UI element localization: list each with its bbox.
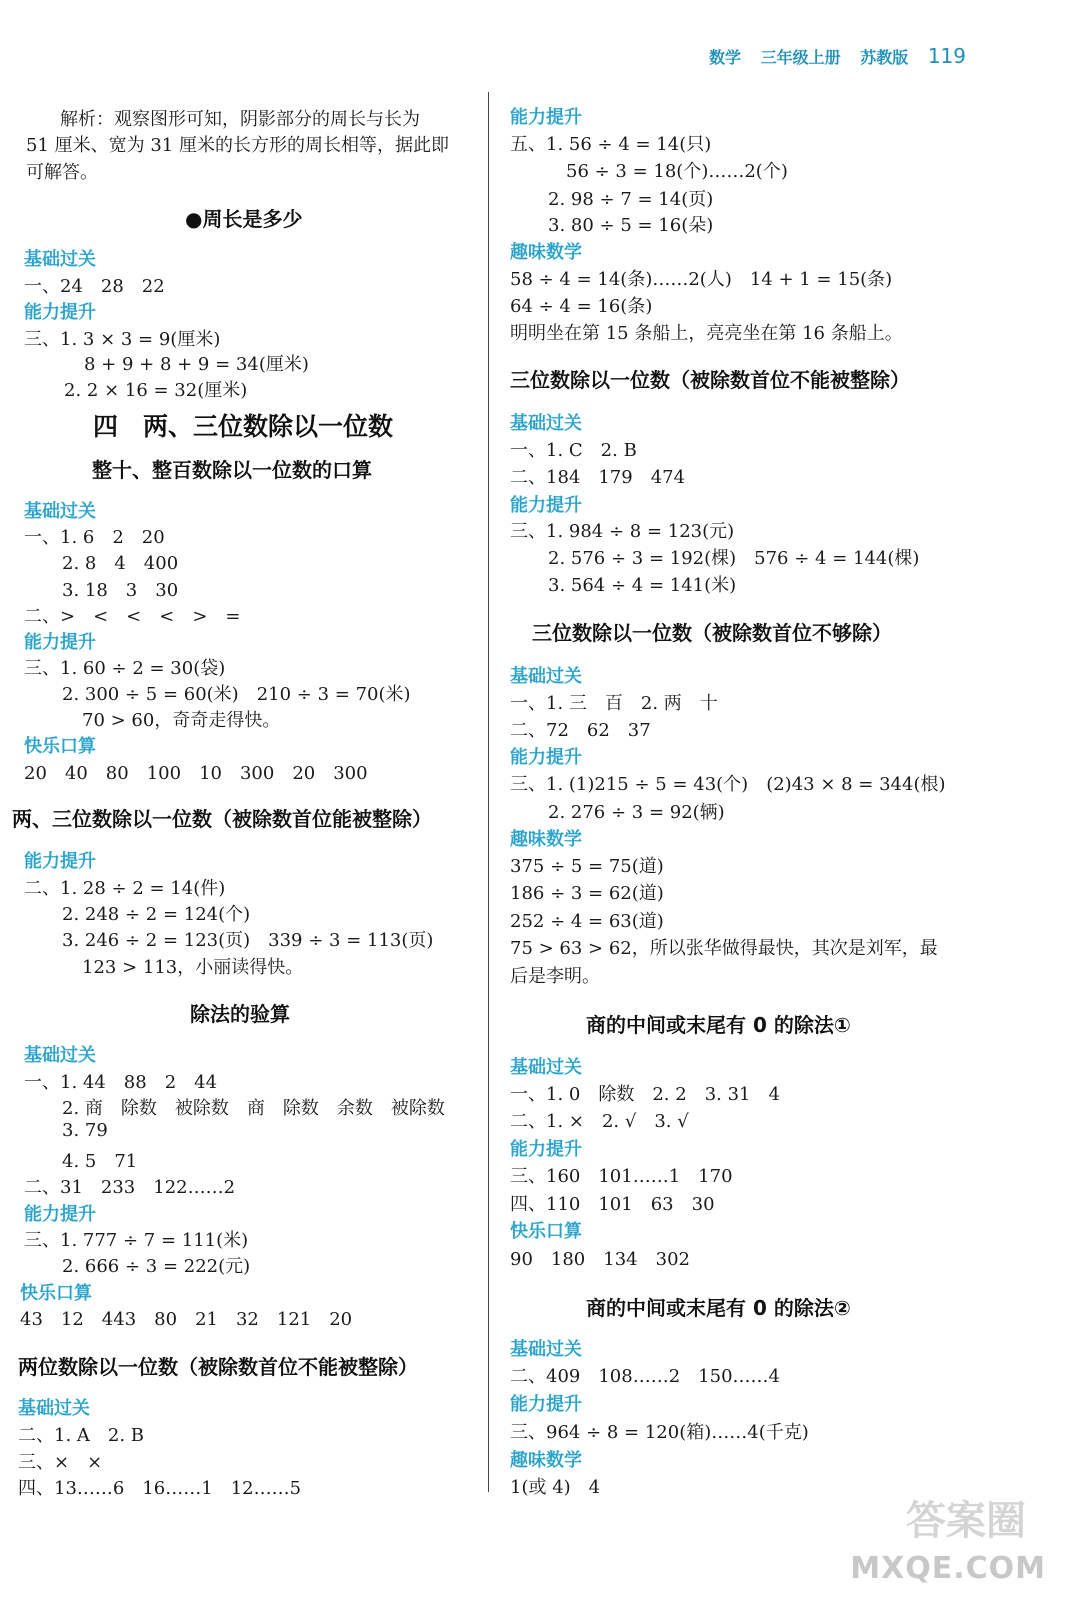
answer-line: 2. 248 ÷ 2 = 124(个) xyxy=(62,904,251,925)
section-title: 三位数除以一位数（被除数首位不能被整除） xyxy=(510,368,910,392)
section-label: 趣味数学 xyxy=(510,1450,582,1471)
answer-line: 20 40 80 100 10 300 20 300 xyxy=(24,763,368,784)
answer-line: 375 ÷ 5 = 75(道) xyxy=(510,856,664,877)
section-label: 趣味数学 xyxy=(510,242,582,263)
section-title: 两、三位数除以一位数（被除数首位能被整除） xyxy=(12,807,432,831)
header-grade: 三年级上册 xyxy=(760,48,841,67)
header-subject: 数学 xyxy=(709,48,742,67)
answer-line: 明明坐在第 15 条船上，亮亮坐在第 16 条船上。 xyxy=(510,323,903,344)
answer-line: 3. 18 3 30 xyxy=(62,580,179,601)
answer-line: 一、1. 0 除数 2. 2 3. 31 4 xyxy=(510,1084,780,1105)
answer-line: 3. 79 xyxy=(62,1120,108,1141)
answer-line: 四、110 101 63 30 xyxy=(510,1194,715,1215)
section-label: 基础过关 xyxy=(18,1398,90,1419)
answer-line: 2. 666 ÷ 3 = 222(元) xyxy=(62,1256,251,1277)
answer-line: 2. 商 除数 被除数 商 除数 余数 被除数 xyxy=(62,1098,445,1119)
answer-line: 一、1. C 2. B xyxy=(510,440,637,461)
section-label: 能力提升 xyxy=(24,632,96,653)
section-label: 基础过关 xyxy=(510,1057,582,1078)
answer-line: 186 ÷ 3 = 62(道) xyxy=(510,883,664,904)
section-title: 商的中间或末尾有 0 的除法② xyxy=(586,1296,851,1320)
answer-line: 56 ÷ 3 = 18(个)……2(个) xyxy=(566,161,788,182)
answer-line: 三、× × xyxy=(18,1452,103,1473)
answer-line: 1(或 4) 4 xyxy=(510,1477,601,1498)
answer-line: 2. 2 × 16 = 32(厘米) xyxy=(64,380,248,401)
section-title: 四 两、三位数除以一位数 xyxy=(93,412,394,441)
answer-line: 2. 8 4 400 xyxy=(62,553,179,574)
answer-line: 43 12 443 80 21 32 121 20 xyxy=(20,1309,353,1330)
answer-line: 二、> < < < > = xyxy=(24,606,241,627)
section-label: 基础过关 xyxy=(510,1339,582,1360)
answer-line: 三、1. 777 ÷ 7 = 111(米) xyxy=(24,1230,249,1251)
section-label: 能力提升 xyxy=(510,107,582,128)
answer-line: 64 ÷ 4 = 16(条) xyxy=(510,296,653,317)
section-title: 商的中间或末尾有 0 的除法① xyxy=(586,1013,851,1037)
section-title: 两位数除以一位数（被除数首位不能被整除） xyxy=(18,1355,418,1379)
answer-line: 3. 564 ÷ 4 = 141(米) xyxy=(548,575,737,596)
section-title: 除法的验算 xyxy=(190,1002,290,1026)
answer-line: 2. 576 ÷ 3 = 192(棵) 576 ÷ 4 = 144(棵) xyxy=(548,548,920,569)
answer-line: 三、1. 60 ÷ 2 = 30(袋) xyxy=(24,658,226,679)
answer-line: 123 > 113，小丽读得快。 xyxy=(82,957,304,978)
answer-line: 解析：观察图形可知，阴影部分的周长与长为 xyxy=(60,109,420,130)
section-label: 能力提升 xyxy=(510,747,582,768)
section-label: 快乐口算 xyxy=(20,1283,92,1304)
section-label: 基础过关 xyxy=(24,1045,96,1066)
header-edition: 苏教版 xyxy=(860,48,909,67)
section-label: 基础过关 xyxy=(24,249,96,270)
answer-line: 75 > 63 > 62，所以张华做得最快，其次是刘军，最 xyxy=(510,938,938,959)
answer-line: 一、1. 三 百 2. 两 十 xyxy=(510,693,718,714)
watermark-logo: 答案圈 xyxy=(906,1498,1026,1544)
answer-line: 2. 98 ÷ 7 = 14(页) xyxy=(548,189,714,210)
section-label: 基础过关 xyxy=(510,413,582,434)
answer-line: 三、1. 984 ÷ 8 = 123(元) xyxy=(510,521,735,542)
answer-line: 四、13……6 16……1 12……5 xyxy=(18,1478,302,1499)
answer-line: 二、72 62 37 xyxy=(510,720,651,741)
answer-line: 3. 246 ÷ 2 = 123(页) 339 ÷ 3 = 113(页) xyxy=(62,930,434,951)
answer-line: 三、964 ÷ 8 = 120(箱)……4(千克) xyxy=(510,1422,809,1443)
answer-line: 2. 276 ÷ 3 = 92(辆) xyxy=(548,802,725,823)
section-title: 三位数除以一位数（被除数首位不够除） xyxy=(532,621,892,645)
answer-line: 二、409 108……2 150……4 xyxy=(510,1366,780,1387)
answer-line: 一、24 28 22 xyxy=(24,276,165,297)
answer-line: 51 厘米、宽为 31 厘米的长方形的周长相等，据此即 xyxy=(26,135,449,156)
answer-line: 8 + 9 + 8 + 9 = 34(厘米) xyxy=(84,354,309,375)
answer-line: 五、1. 56 ÷ 4 = 14(只) xyxy=(510,134,712,155)
answer-line: 三、1. (1)215 ÷ 5 = 43(个) (2)43 × 8 = 344(根) xyxy=(510,774,946,795)
section-label: 趣味数学 xyxy=(510,829,582,850)
page-header xyxy=(695,44,966,68)
section-title: ●周长是多少 xyxy=(185,207,303,231)
answer-line: 二、1. 28 ÷ 2 = 14(件) xyxy=(24,878,226,899)
answer-line: 可解答。 xyxy=(26,162,98,183)
answer-line: 2. 300 ÷ 5 = 60(米) 210 ÷ 3 = 70(米) xyxy=(62,684,411,705)
answer-line: 二、31 233 122……2 xyxy=(24,1177,236,1198)
answer-line: 三、1. 3 × 3 = 9(厘米) xyxy=(24,329,221,350)
page-number: 119 xyxy=(927,44,966,68)
answer-line: 90 180 134 302 xyxy=(510,1249,690,1270)
answer-line: 后是李明。 xyxy=(510,966,600,987)
answer-line: 二、1. A 2. B xyxy=(18,1425,145,1446)
answer-line: 58 ÷ 4 = 14(条)……2(人) 14 + 1 = 15(条) xyxy=(510,269,893,290)
answer-line: 4. 5 71 xyxy=(62,1151,138,1172)
section-label: 能力提升 xyxy=(510,1139,582,1160)
section-label: 能力提升 xyxy=(24,851,96,872)
section-title: 整十、整百数除以一位数的口算 xyxy=(92,458,372,482)
section-label: 快乐口算 xyxy=(510,1221,582,1242)
section-label: 快乐口算 xyxy=(24,736,96,757)
section-label: 能力提升 xyxy=(24,1204,96,1225)
section-label: 基础过关 xyxy=(24,501,96,522)
answer-line: 三、160 101……1 170 xyxy=(510,1166,733,1187)
section-label: 基础过关 xyxy=(510,666,582,687)
answer-line: 二、1. × 2. √ 3. √ xyxy=(510,1111,689,1132)
section-label: 能力提升 xyxy=(510,495,582,516)
section-label: 能力提升 xyxy=(24,302,96,323)
answer-line: 252 ÷ 4 = 63(道) xyxy=(510,911,664,932)
answer-line: 二、184 179 474 xyxy=(510,467,686,488)
answer-line: 3. 80 ÷ 5 = 16(朵) xyxy=(548,215,714,236)
watermark-url: MXQE.COM xyxy=(850,1551,1046,1586)
column-divider xyxy=(488,92,489,1492)
section-label: 能力提升 xyxy=(510,1394,582,1415)
answer-line: 70 > 60，奇奇走得快。 xyxy=(82,710,281,731)
answer-line: 一、1. 44 88 2 44 xyxy=(24,1072,218,1093)
answer-line: 一、1. 6 2 20 xyxy=(24,527,165,548)
